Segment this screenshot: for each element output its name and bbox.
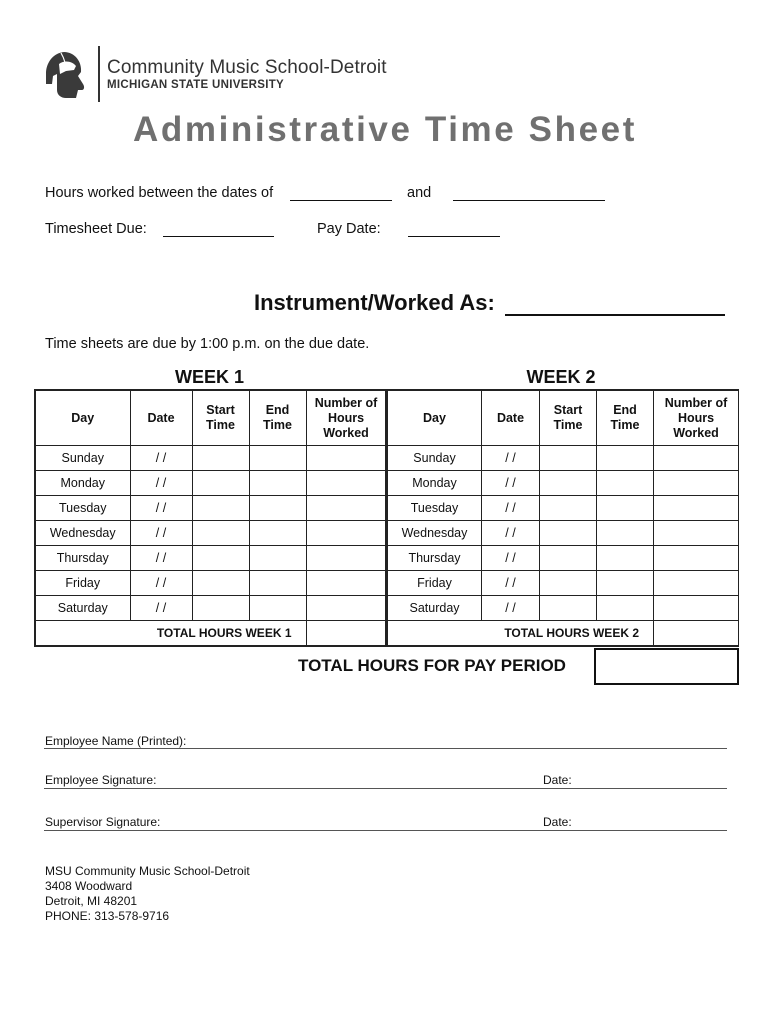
table-row <box>35 546 386 571</box>
and-label: and <box>407 185 432 201</box>
table-row <box>35 496 386 521</box>
table-row <box>35 471 386 496</box>
total-pay-period-field[interactable] <box>594 648 739 685</box>
hours-cell[interactable] <box>306 471 386 496</box>
start-time-cell[interactable] <box>192 546 249 571</box>
date-header: Date <box>482 390 540 446</box>
day-cell: Saturday <box>387 596 482 621</box>
start-time-cell[interactable] <box>192 471 249 496</box>
day-header: Day <box>387 390 482 446</box>
start-time-cell[interactable] <box>540 471 597 496</box>
start-time-cell[interactable] <box>540 521 597 546</box>
start-time-cell[interactable] <box>192 596 249 621</box>
hours-cell[interactable] <box>654 471 739 496</box>
date-cell[interactable]: / / <box>482 596 540 621</box>
total-week-2-cell[interactable] <box>654 621 739 647</box>
start-time-cell[interactable] <box>540 496 597 521</box>
instrument-label: Instrument/Worked As: <box>254 290 495 315</box>
timesheet-due-label: Timesheet Due: <box>45 221 147 237</box>
hours-cell[interactable] <box>654 446 739 471</box>
end-time-cell[interactable] <box>249 571 306 596</box>
date-cell[interactable]: / / <box>482 571 540 596</box>
table-row <box>387 446 739 471</box>
end-date-field[interactable] <box>453 200 605 201</box>
end-time-header: End Time <box>597 390 654 446</box>
address-city: Detroit, MI 48201 <box>45 894 138 908</box>
hours-cell[interactable] <box>306 496 386 521</box>
instrument-field[interactable] <box>505 314 725 316</box>
hours-cell[interactable] <box>306 446 386 471</box>
logo-divider <box>98 46 100 102</box>
start-time-header: Start Time <box>192 390 249 446</box>
day-cell: Monday <box>387 471 482 496</box>
table-row <box>387 571 739 596</box>
date-cell[interactable]: / / <box>130 546 192 571</box>
date-cell[interactable]: / / <box>482 471 540 496</box>
date-cell[interactable]: / / <box>482 496 540 521</box>
start-time-cell[interactable] <box>540 546 597 571</box>
week-1-table <box>34 389 387 647</box>
start-time-cell[interactable] <box>192 446 249 471</box>
end-time-cell[interactable] <box>249 471 306 496</box>
address-name: MSU Community Music School-Detroit <box>45 864 250 878</box>
start-time-cell[interactable] <box>540 596 597 621</box>
end-time-cell[interactable] <box>597 446 654 471</box>
date-cell[interactable]: / / <box>130 596 192 621</box>
total-row <box>35 621 386 647</box>
total-pay-period-label: TOTAL HOURS FOR PAY PERIOD <box>298 656 566 675</box>
hours-cell[interactable] <box>654 521 739 546</box>
table-row <box>387 496 739 521</box>
supervisor-date-label: Date: <box>543 815 572 829</box>
week-2-header-row <box>387 390 739 446</box>
end-time-cell[interactable] <box>597 471 654 496</box>
week-1-title: WEEK 1 <box>174 367 244 387</box>
date-header: Date <box>130 390 192 446</box>
supervisor-signature-label: Supervisor Signature: <box>45 815 161 829</box>
total-row <box>387 621 739 647</box>
date-cell[interactable]: / / <box>482 546 540 571</box>
table-row <box>35 596 386 621</box>
due-note: Time sheets are due by 1:00 p.m. on the due date. <box>45 336 370 352</box>
supervisor-signature-field[interactable] <box>44 830 727 831</box>
day-cell: Monday <box>35 471 130 496</box>
hours-cell[interactable] <box>306 571 386 596</box>
hours-cell[interactable] <box>654 546 739 571</box>
start-time-cell[interactable] <box>192 521 249 546</box>
day-cell: Sunday <box>387 446 482 471</box>
pay-date-field[interactable] <box>408 236 500 237</box>
day-cell: Friday <box>35 571 130 596</box>
pay-date-label: Pay Date: <box>317 221 381 237</box>
end-time-cell[interactable] <box>597 546 654 571</box>
org-name: Community Music School-Detroit <box>107 57 387 78</box>
day-cell: Friday <box>387 571 482 596</box>
end-time-cell[interactable] <box>597 571 654 596</box>
end-time-cell[interactable] <box>597 596 654 621</box>
end-time-header: End Time <box>249 390 306 446</box>
hours-cell[interactable] <box>306 596 386 621</box>
start-time-cell[interactable] <box>192 496 249 521</box>
date-cell[interactable]: / / <box>482 446 540 471</box>
end-time-cell[interactable] <box>249 446 306 471</box>
address-block <box>45 864 250 924</box>
total-week-1-cell[interactable] <box>306 621 386 647</box>
table-row <box>35 446 386 471</box>
end-time-cell[interactable] <box>249 496 306 521</box>
table-row <box>387 471 739 496</box>
date-cell[interactable]: / / <box>130 521 192 546</box>
end-time-cell[interactable] <box>249 546 306 571</box>
day-cell: Thursday <box>387 546 482 571</box>
hours-cell[interactable] <box>306 521 386 546</box>
end-time-cell[interactable] <box>597 521 654 546</box>
end-time-cell[interactable] <box>249 596 306 621</box>
end-time-cell[interactable] <box>597 496 654 521</box>
day-cell: Tuesday <box>387 496 482 521</box>
start-time-cell[interactable] <box>192 571 249 596</box>
date-cell[interactable]: / / <box>130 496 192 521</box>
day-cell: Wednesday <box>387 521 482 546</box>
total-week-2-label: TOTAL HOURS WEEK 2 <box>387 621 654 647</box>
employee-date-label: Date: <box>543 773 572 787</box>
day-cell: Saturday <box>35 596 130 621</box>
week-1-header-row <box>35 390 386 446</box>
page-title: Administrative Time Sheet <box>133 110 637 149</box>
date-cell[interactable]: / / <box>130 446 192 471</box>
table-row <box>387 596 739 621</box>
table-row <box>35 571 386 596</box>
address-phone: PHONE: 313-578-9716 <box>45 909 170 923</box>
date-cell[interactable]: / / <box>130 571 192 596</box>
hours-worked-label: Hours worked between the dates of <box>45 185 274 201</box>
university-name: MICHIGAN STATE UNIVERSITY <box>107 79 285 91</box>
day-cell: Sunday <box>35 446 130 471</box>
start-time-cell[interactable] <box>540 446 597 471</box>
day-cell: Thursday <box>35 546 130 571</box>
employee-signature-label: Employee Signature: <box>45 773 157 787</box>
timesheet-due-field[interactable] <box>163 236 274 237</box>
hours-worked-header: Number of Hours Worked <box>306 390 386 446</box>
hours-cell[interactable] <box>654 571 739 596</box>
total-week-1-label: TOTAL HOURS WEEK 1 <box>35 621 306 647</box>
end-time-cell[interactable] <box>249 521 306 546</box>
start-time-cell[interactable] <box>540 571 597 596</box>
spartan-helmet-logo <box>44 50 86 100</box>
hours-cell[interactable] <box>654 496 739 521</box>
hours-cell[interactable] <box>654 596 739 621</box>
start-date-field[interactable] <box>290 200 392 201</box>
employee-name-field[interactable] <box>44 748 727 749</box>
date-cell[interactable]: / / <box>482 521 540 546</box>
employee-name-label: Employee Name (Printed): <box>45 734 187 748</box>
day-cell: Wednesday <box>35 521 130 546</box>
day-cell: Tuesday <box>35 496 130 521</box>
start-time-header: Start Time <box>540 390 597 446</box>
address-street: 3408 Woodward <box>45 879 133 893</box>
week-2-table <box>385 389 739 647</box>
table-row <box>387 546 739 571</box>
week-2-title: WEEK 2 <box>526 367 596 387</box>
hours-cell[interactable] <box>306 546 386 571</box>
table-row <box>387 521 739 546</box>
hours-worked-header: Number of Hours Worked <box>654 390 739 446</box>
date-cell[interactable]: / / <box>130 471 192 496</box>
employee-signature-field[interactable] <box>44 788 727 789</box>
table-row <box>35 521 386 546</box>
day-header: Day <box>35 390 130 446</box>
